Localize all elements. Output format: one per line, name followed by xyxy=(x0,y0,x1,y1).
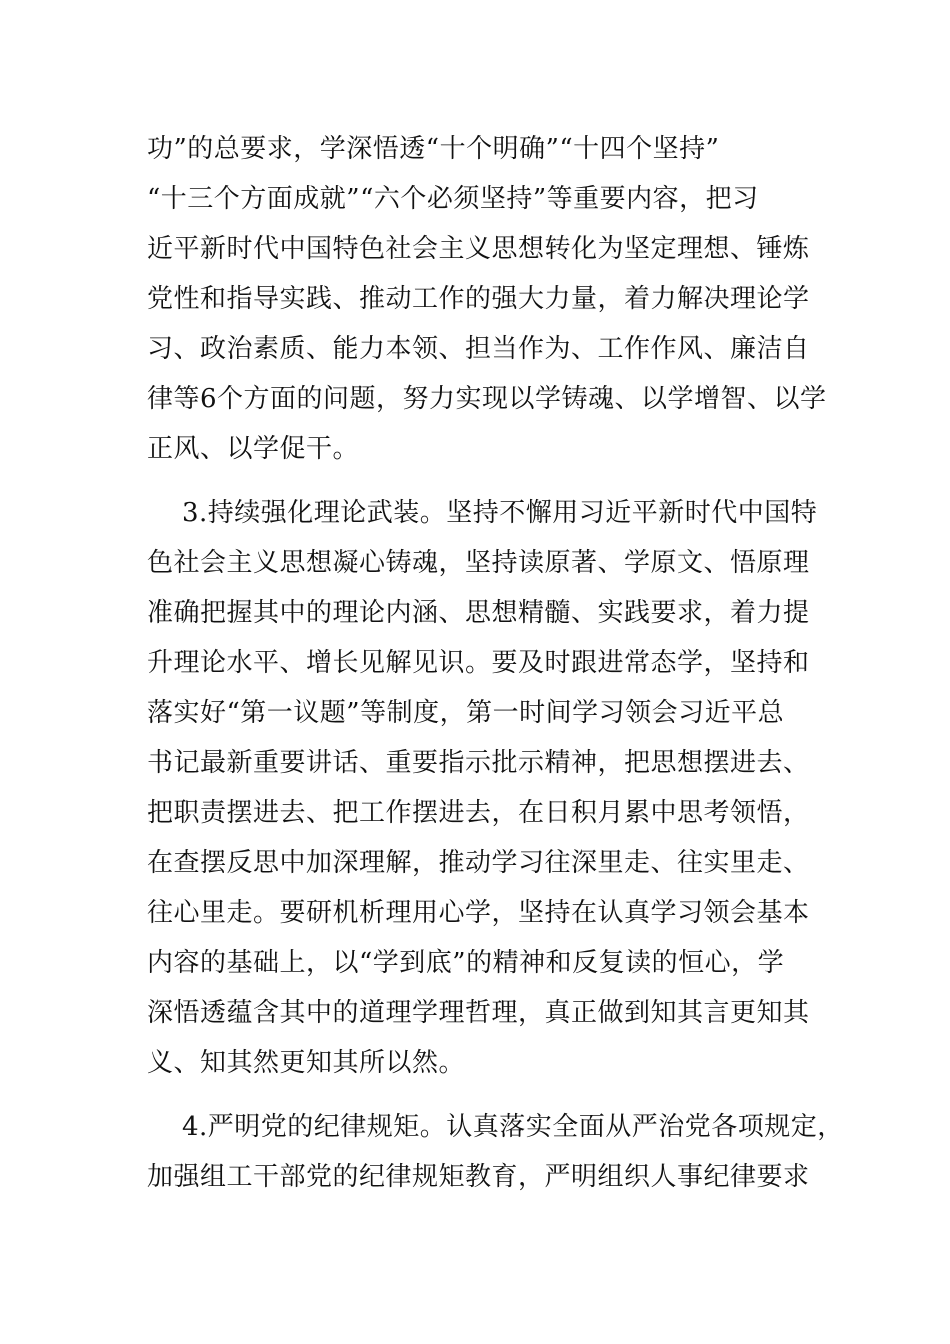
text-line: 落实好“第一议题”等制度，第一时间学习领会习近平总 xyxy=(147,698,785,728)
text-line: 内容的基础上，以“学到底”的精神和反复读的恒心，学 xyxy=(147,948,785,978)
text-line: 往心里走。要研机析理用心学，坚持在认真学习领会基本 xyxy=(147,898,810,928)
text-line: “十三个方面成就”“六个必须坚持”等重要内容，把习 xyxy=(147,184,759,214)
text-line: 近平新时代中国特色社会主义思想转化为坚定理想、锤炼 xyxy=(147,234,810,264)
text-line: 把职责摆进去、把工作摆进去，在日积月累中思考领悟， xyxy=(147,798,810,828)
paragraph-heading-4: 4.严明党的纪律规矩。认真落实全面从严治党各项规定， xyxy=(182,1112,844,1142)
text-line: 在查摆反思中加深理解，推动学习往深里走、往实里走、 xyxy=(147,848,810,878)
text-line: 准确把握其中的理论内涵、思想精髓、实践要求，着力提 xyxy=(147,598,810,628)
text-line: 加强组工干部党的纪律规矩教育，严明组织人事纪律要求 xyxy=(147,1162,810,1192)
text-line: 正风、以学促干。 xyxy=(147,434,360,464)
text-line: 深悟透蕴含其中的道理学理哲理，真正做到知其言更知其 xyxy=(147,998,810,1028)
text-line: 升理论水平、增长见解见识。要及时跟进常态学，坚持和 xyxy=(147,648,810,678)
text-line: 功”的总要求，学深悟透“十个明确”“十四个坚持” xyxy=(147,134,720,164)
text-line: 书记最新重要讲话、重要指示批示精神，把思想摆进去、 xyxy=(147,748,810,778)
paragraph-heading-3: 3.持续强化理论武装。坚持不懈用习近平新时代中国特 xyxy=(182,498,818,528)
text-line: 色社会主义思想凝心铸魂，坚持读原著、学原文、悟原理 xyxy=(147,548,810,578)
text-line: 义、知其然更知其所以然。 xyxy=(147,1048,466,1078)
text-line: 律等6个方面的问题，努力实现以学铸魂、以学增智、以学 xyxy=(147,384,827,414)
text-line: 习、政治素质、能力本领、担当作为、工作作风、廉洁自 xyxy=(147,334,810,364)
text-line: 党性和指导实践、推动工作的强大力量，着力解决理论学 xyxy=(147,284,810,314)
